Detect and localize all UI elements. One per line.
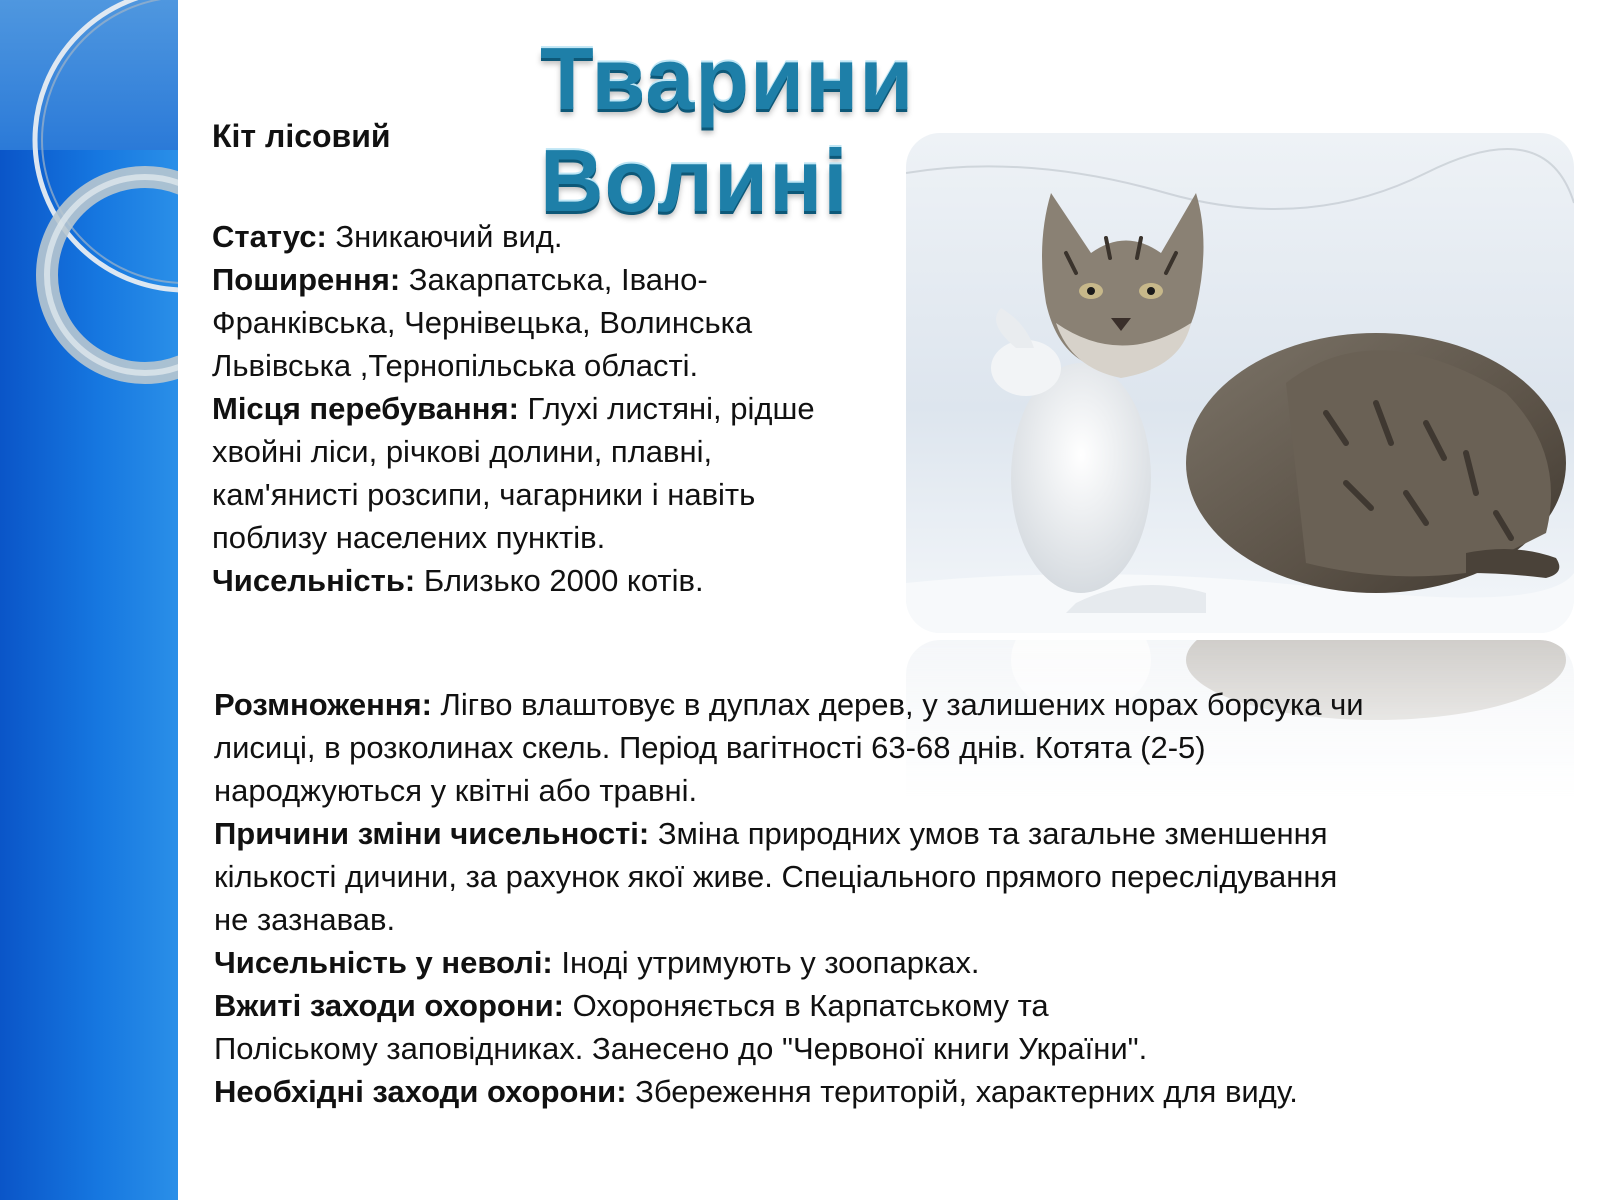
measures-line-2: Поліському заповідниках. Занесено до "Червоної книги України". xyxy=(214,1031,1148,1066)
range-label: Поширення: xyxy=(212,262,401,297)
breeding-line-2: лисиці, в розколинах скель. Період вагітності 63-68 днів. Котята (2-5) xyxy=(214,730,1206,765)
population-label: Чисельність: xyxy=(212,563,416,598)
captivity-line xyxy=(214,941,1554,984)
habitat-line-4: поблизу населених пунктів. xyxy=(212,520,606,555)
needed-line xyxy=(214,1070,1554,1113)
wildcat-image xyxy=(906,133,1574,633)
breeding-line-3: народжуються у квітні або травні. xyxy=(214,773,698,808)
range-text: Закарпатська, Івано- xyxy=(400,262,708,297)
measures-text: Охороняється в Карпатському та xyxy=(563,988,1049,1023)
breeding-label: Розмноження: xyxy=(214,687,432,722)
animal-name: Кіт лісовий xyxy=(212,118,391,154)
measures-line xyxy=(214,984,1554,1027)
needed-label: Необхідні заходи охорони: xyxy=(214,1074,627,1109)
habitat-line xyxy=(212,387,902,430)
breeding-line xyxy=(214,683,1554,726)
wildcat-photo xyxy=(906,133,1574,633)
causes-label: Причини зміни чисельності: xyxy=(214,816,650,851)
population-line xyxy=(212,559,902,602)
needed-text: Збереження територій, характерних для виду. xyxy=(626,1074,1298,1109)
breeding-text: Лігво влаштовує в дуплах дерев, у залишених норах борсука чи xyxy=(431,687,1364,722)
habitat-label: Місця перебування: xyxy=(212,391,519,426)
status-text: Зникаючий вид. xyxy=(326,219,563,254)
captivity-label: Чисельність у неволі: xyxy=(214,945,553,980)
range-line-3: Львівська ,Тернопільська області. xyxy=(212,348,699,383)
status-label: Статус: xyxy=(212,219,327,254)
page-title: Тварини Волині xyxy=(540,29,915,230)
causes-line-2: кількості дичини, за рахунок якої живе. Спеціального прямого переслідування xyxy=(214,859,1338,894)
circle-ornament-icon xyxy=(0,0,178,420)
measures-label: Вжиті заходи охорони: xyxy=(214,988,564,1023)
facts-block-lower xyxy=(214,683,1554,1113)
captivity-text: Іноді утримують у зоопарках. xyxy=(552,945,980,980)
range-line-2: Франківська, Чернівецька, Волинська xyxy=(212,305,753,340)
population-text: Близько 2000 котів. xyxy=(415,563,704,598)
sidebar-decoration xyxy=(0,0,178,1200)
facts-block-upper xyxy=(212,215,902,602)
causes-line xyxy=(214,812,1554,855)
causes-text: Зміна природних умов та загальне зменшення xyxy=(649,816,1328,851)
habitat-line-2: хвойні ліси, річкові долини, плавні, xyxy=(212,434,713,469)
habitat-line-3: кам'янисті розсипи, чагарники і навіть xyxy=(212,477,756,512)
range-line xyxy=(212,258,902,301)
habitat-text: Глухі листяні, рідше xyxy=(518,391,815,426)
status-line xyxy=(212,215,902,258)
causes-line-3: не зазнавав. xyxy=(214,902,396,937)
